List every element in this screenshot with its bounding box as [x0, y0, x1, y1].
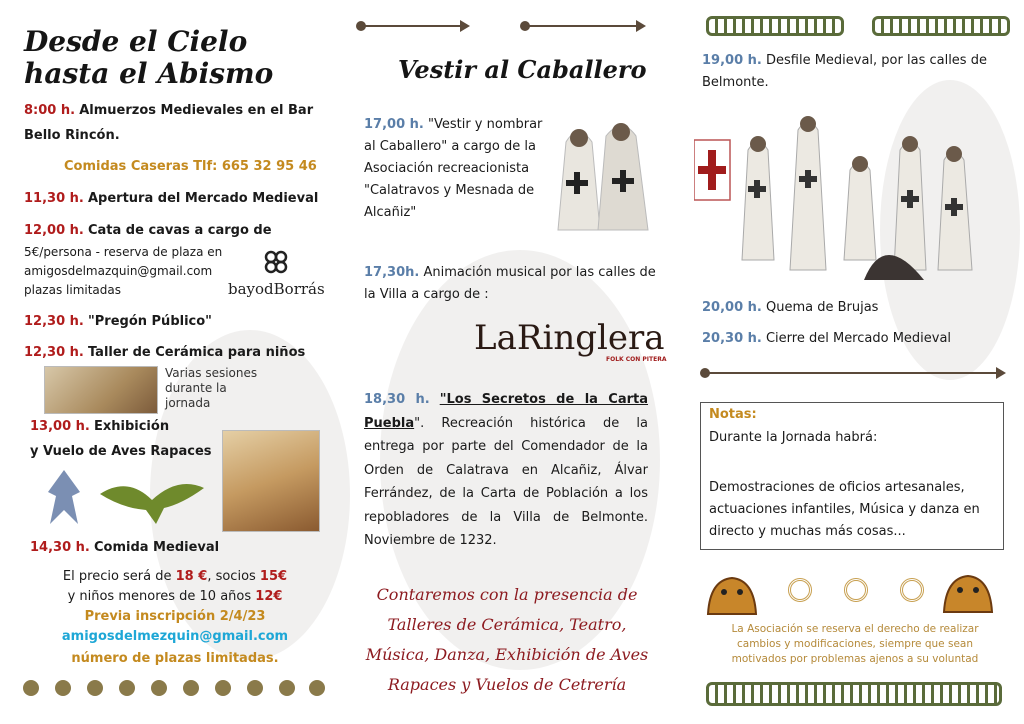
griffin-right-icon [940, 568, 996, 616]
sword-divider-icon [362, 25, 462, 27]
rosette-icon [788, 578, 812, 602]
event-text: Cierre del Mercado Medieval [765, 331, 952, 346]
event-text: y Vuelo de [30, 444, 112, 459]
event-text: Desfile Medieval, por las calles de [765, 53, 987, 68]
comidas-caseras-phone: Comidas Caseras Tlf: 665 32 95 46 [64, 159, 317, 174]
eagle-blue-icon [40, 466, 88, 528]
event-text: Taller de Cerámica para niños [87, 345, 306, 360]
event-time: 12,00 h. [24, 223, 84, 238]
celtic-knot-border [872, 16, 1010, 36]
event-almuerzos [24, 100, 313, 122]
event-time: 8:00 h. [24, 103, 76, 118]
cata-plazas: plazas limitadas [24, 283, 121, 297]
event-time: 14,30 h. [30, 540, 90, 555]
la-ringlera-logo: LaRinglera [474, 318, 665, 358]
desfile-image [694, 110, 1004, 292]
price-value: 15€ [259, 569, 288, 584]
rosette-icon [844, 578, 868, 602]
event-text-cont: Bello Rincón. [24, 128, 120, 143]
celtic-knot-border [706, 682, 1002, 706]
previa-inscripcion: Previa inscripción 2/4/23 [84, 609, 266, 624]
event-link: Puebla [364, 415, 415, 431]
event-time: 17,30h. [364, 265, 420, 280]
disclaimer: La Asociación se reserva el derecho de realizar cambios y modificaciones, siempre que sean motivados por problemas ajenos a su voluntad [731, 623, 979, 665]
event-vestir-caballero [364, 114, 554, 224]
notas-box [700, 402, 1004, 550]
knights-templar-image [548, 112, 654, 232]
price-text: , socios [207, 569, 260, 584]
event-cierre-mercado [702, 328, 951, 350]
notas-intro: Durante la Jornada habrá: [709, 430, 878, 445]
event-time: 20,00 h. [702, 300, 762, 315]
price-value: 18 € [175, 569, 208, 584]
event-text: Cata de cavas a cargo de [87, 223, 272, 238]
price-value: 12€ [255, 589, 283, 604]
event-time: 12,30 h. [24, 345, 84, 360]
event-text: Belmonte. [702, 75, 769, 90]
comida-price [0, 566, 350, 588]
event-time: 17,00 h. [364, 117, 424, 132]
kids-price [0, 586, 350, 608]
event-exhibicion [30, 416, 169, 438]
price-text: y niños menores de 10 años [67, 589, 256, 604]
cata-price: 5€/persona - reserva de plaza en [24, 245, 223, 259]
event-text: Comida Medieval [93, 540, 220, 555]
la-ringlera-tagline: FOLK CON PITERA [606, 356, 667, 363]
event-apertura [24, 188, 318, 210]
section-title: Vestir al Caballero [398, 55, 647, 84]
event-time: 13,00 h. [30, 419, 90, 434]
decorative-border [18, 675, 328, 701]
plazas-limitadas: número de plazas limitadas. [71, 651, 279, 666]
event-aves-rapaces [30, 441, 212, 463]
griffin-left-icon [704, 570, 760, 618]
title-line-1: Desde el Cielo [24, 25, 248, 58]
event-time: 18,30 h. [364, 392, 430, 407]
event-time: 11,30 h. [24, 191, 84, 206]
inscripcion-email[interactable]: amigosdelmezquin@gmail.com [61, 629, 289, 644]
event-text: Apertura del Mercado Medieval [87, 191, 319, 206]
event-animacion-musical [364, 262, 664, 306]
closing-line: Música, Danza, Exhibición de Aves [365, 645, 649, 664]
event-desfile [702, 50, 1012, 94]
event-time: 12,30 h. [24, 314, 84, 329]
ceramica-note: Varias sesiones durante la jornada [165, 366, 258, 410]
event-time: 20,30 h. [702, 331, 762, 346]
notas-body: Demostraciones de oficios artesanales, actuaciones infantiles, Música y danza en directo y muchas más cosas... [709, 480, 980, 539]
closing-line: Contaremos con la presencia de [376, 585, 638, 604]
event-text: Alcañiz" [364, 205, 417, 220]
ceramica-photo [44, 366, 158, 414]
event-text: Animación musical por las calles de [423, 265, 656, 280]
event-taller-ceramica [24, 342, 305, 364]
event-pregon [24, 311, 212, 333]
rosette-icon [900, 578, 924, 602]
eagle-green-icon [98, 474, 206, 528]
bayod-knot-icon [262, 248, 290, 276]
cata-email: amigosdelmazquin@gmail.com [24, 264, 213, 278]
closing-text [352, 580, 662, 700]
event-text: al Caballero" a cargo de la [364, 139, 536, 154]
title-line-2: hasta el Abismo [24, 57, 274, 90]
event-comida-medieval [30, 537, 219, 559]
sword-divider-icon [706, 372, 998, 374]
event-text: Quema de Brujas [765, 300, 879, 315]
bayod-borras-logo: bayodBorrás [228, 280, 325, 298]
price-text: El precio será de [62, 569, 176, 584]
event-time: 19,00 h. [702, 53, 762, 68]
event-text: "Pregón Público" [87, 314, 212, 329]
event-text: Asociación recreacionista [364, 161, 530, 176]
event-text: Almuerzos Medievales en el Bar [79, 103, 314, 118]
event-text: "Calatravos y Mesnada de [364, 183, 535, 198]
event-text-strong: Aves Rapaces [111, 444, 212, 459]
event-text: "Vestir y nombrar [427, 117, 543, 132]
event-text: Exhibición [93, 419, 170, 434]
closing-line: Talleres de Cerámica, Teatro, [387, 615, 627, 634]
celtic-knot-border [706, 16, 844, 36]
event-text: ". Recreación histórica de la entrega por parte del Comendador de la Orden de Calatrava en Alcañiz, Álvar Ferrández, de la Carta de Población a los repobladores de la Villa de Belmonte. Noviembre de 1232. [364, 415, 648, 548]
closing-line: Rapaces y Vuelos de Cetrería [387, 675, 627, 694]
event-cata-cavas [24, 220, 272, 242]
event-link: "Los Secretos de la Carta [439, 392, 649, 407]
sword-divider-icon [526, 25, 638, 27]
notas-title: Notas: [709, 407, 757, 422]
falconry-illustration [222, 430, 320, 532]
event-quema-brujas [702, 297, 878, 319]
event-text: la Villa a cargo de : [364, 287, 489, 302]
event-carta-puebla [364, 388, 648, 553]
